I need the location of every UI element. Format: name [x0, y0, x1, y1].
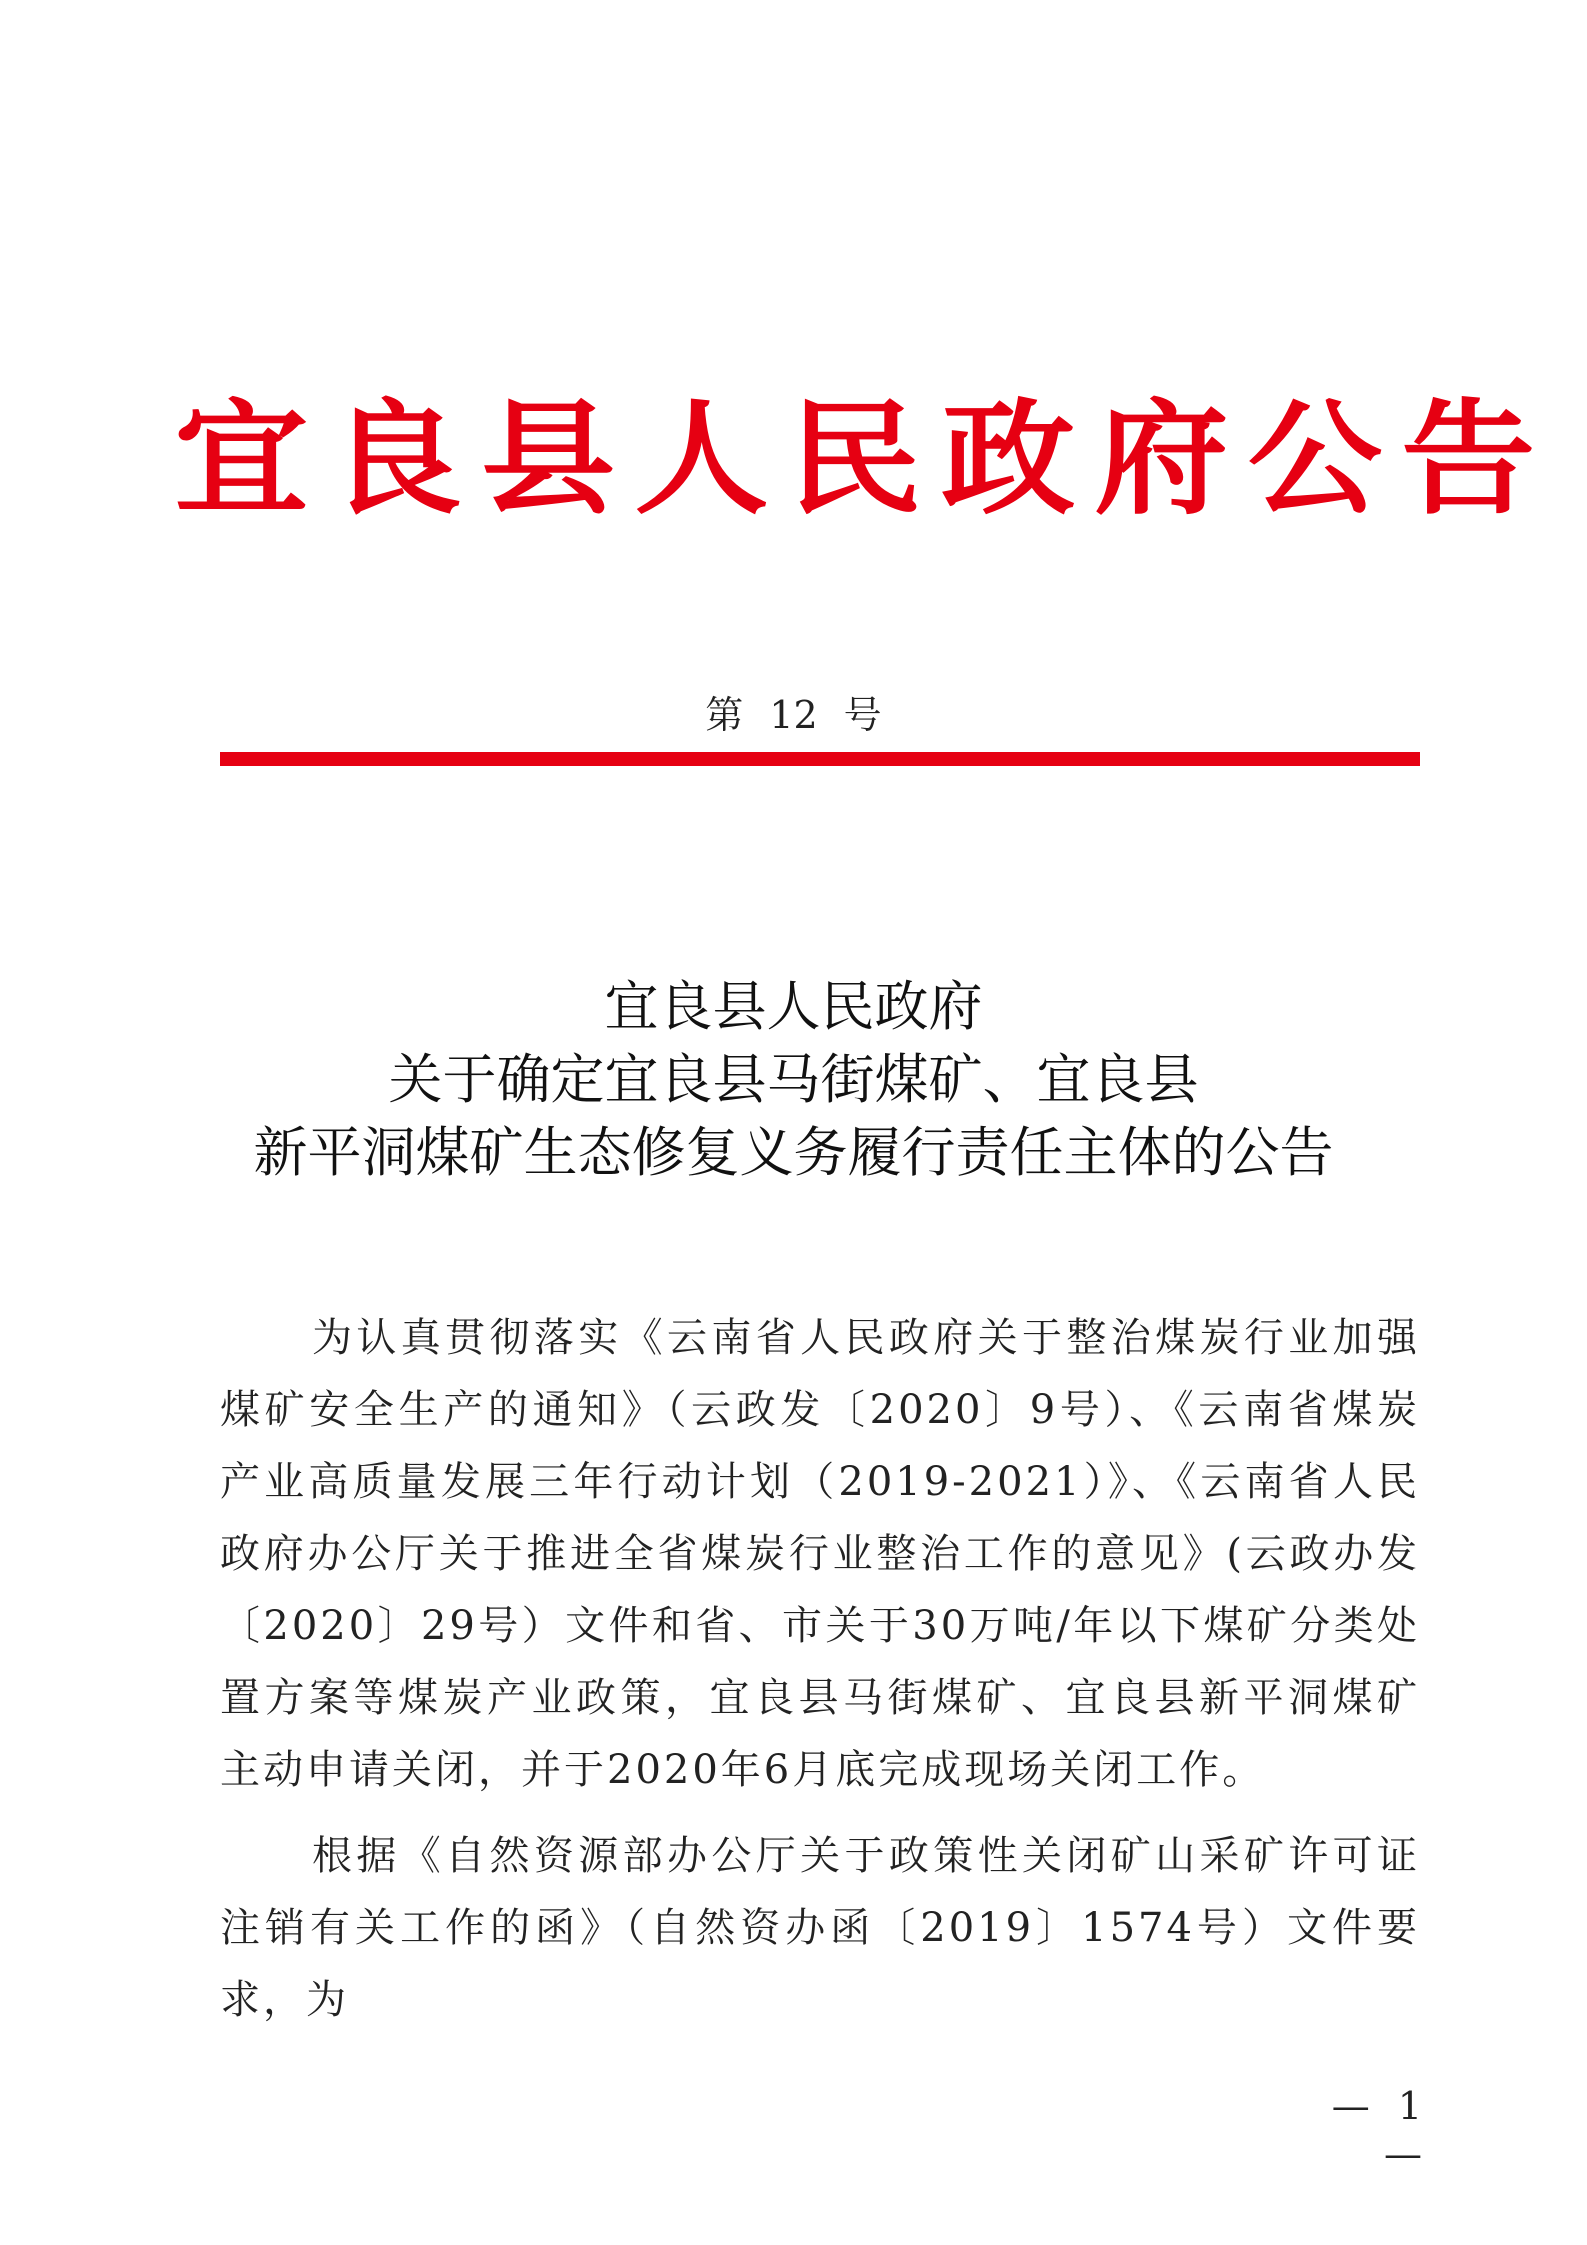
body-paragraph-2: 根据《自然资源部办公厅关于政策性关闭矿山采矿许可证注销有关工作的函》（自然资办函〔2019〕1574号）文件要求，为: [220, 1833, 1420, 2023]
title-line-3: 新平洞煤矿生态修复义务履行责任主体的公告: [253, 1121, 1334, 1184]
title-line-1: 宜良县人民政府: [604, 975, 983, 1038]
document-number: [0, 690, 1587, 740]
doc-number-value: 12: [769, 693, 818, 737]
body-paragraph-1: 为认真贯彻落实《云南省人民政府关于整治煤炭行业加强煤矿安全生产的通知》（云政发〔2020〕9号）、《云南省煤炭产业高质量发展三年行动计划（2019-2021）》、《云南省人民政府办公厅关于推进全省煤炭行业整治工作的意见》(云政办发〔2020〕29号）文件和省、市关于30万吨/年以下煤矿分类处置方案等煤炭产业政策，宜良县马街煤矿、宜良县新平洞煤矿主动申请关闭，并于2020年6月底完成现场关闭工作。: [220, 1315, 1420, 1793]
title-line-2: 关于确定宜良县马街煤矿、宜良县: [388, 1048, 1199, 1111]
page-number: — 1 —: [1331, 2084, 1430, 2176]
document-body: [220, 1302, 1420, 2050]
doc-number-suffix: 号: [843, 693, 882, 737]
document-title: [0, 970, 1587, 1189]
red-divider-line: [220, 752, 1420, 766]
doc-number-prefix: 第: [705, 693, 744, 737]
masthead-title: 宜良县人民政府公告: [174, 388, 1555, 532]
